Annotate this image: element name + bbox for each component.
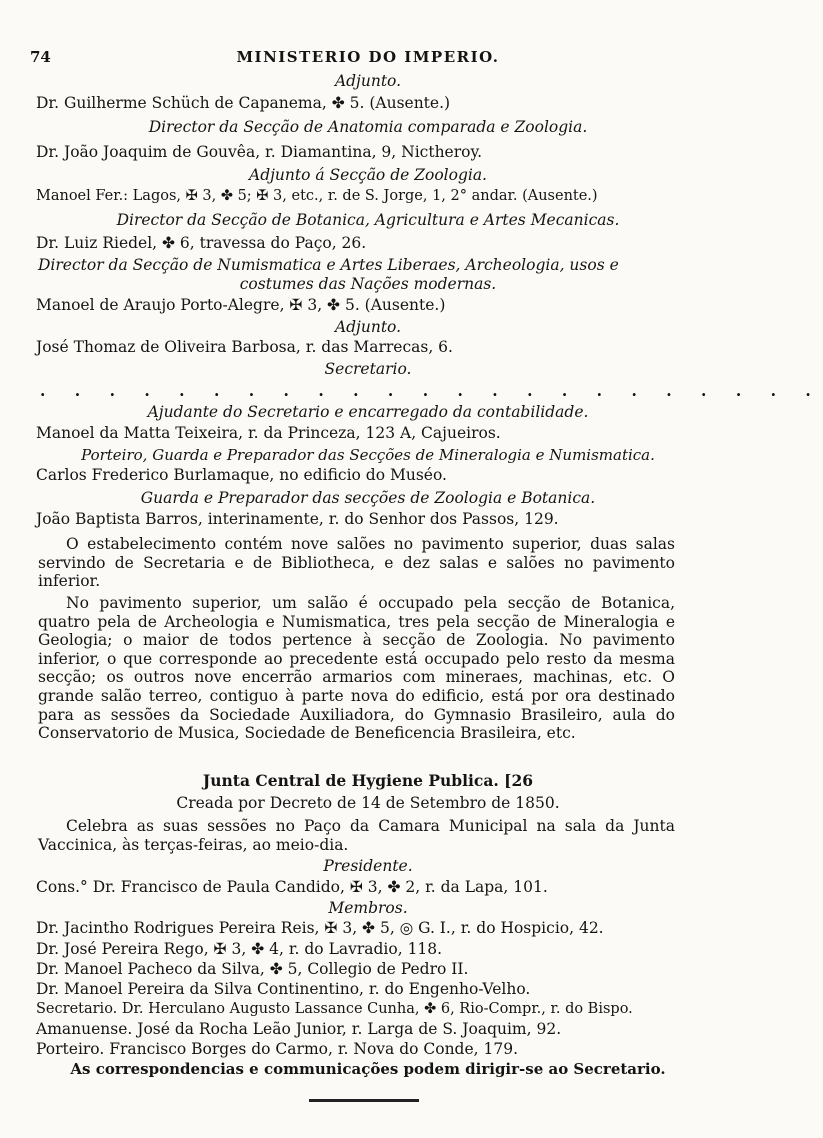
role-heading: Guarda e Preparador das secções de Zoologia e Botanica. [140, 489, 596, 507]
entry-line: Secretario. Dr. Herculano Augusto Lassance Cunha, ✤ 6, Rio-Compr., r. do Bispo. [36, 1001, 633, 1017]
entry-line: João Baptista Barros, interinamente, r. do Senhor dos Passos, 129. [36, 510, 559, 528]
running-head: MINISTERIO DO IMPERIO. [236, 48, 500, 66]
section-heading: Director da Secção de Numismatica e Artes Liberaes, Archeologia, usos e [38, 256, 619, 274]
role-heading: Adjunto á Secção de Zoologia. [249, 166, 487, 184]
entry-line: Dr. Jacintho Rodrigues Pereira Reis, ✠ 3, ✤ 5, ◎ G. I., r. do Hospicio, 42. [36, 919, 604, 937]
entry-line: Dr. Manoel Pacheco da Silva, ✤ 5, Collegio de Pedro II. [36, 960, 469, 978]
subtitle: Creada por Decreto de 14 de Setembro de 1850. [176, 794, 560, 812]
page-number: 74 [30, 48, 51, 66]
entry-line: Porteiro. Francisco Borges do Carmo, r. Nova do Conde, 179. [36, 1040, 519, 1058]
role-heading: Presidente. [323, 857, 413, 875]
entry-line: Manoel da Matta Teixeira, r. da Princeza, 123 A, Cajueiros. [36, 424, 501, 442]
closing-note: As correspondencias e communicações podem dirigir-se ao Secretario. [70, 1060, 666, 1078]
end-rule [309, 1099, 419, 1102]
entry-line: Dr. José Pereira Rego, ✠ 3, ✤ 4, r. do Lavradio, 118. [36, 940, 443, 958]
entry-line: Manoel Fer.: Lagos, ✠ 3, ✤ 5; ✠ 3, etc., r. de S. Jorge, 1, 2° andar. (Ausente.) [36, 188, 598, 204]
section-heading: Director da Secção de Anatomia comparada e Zoologia. [148, 118, 588, 136]
role-heading: Membros. [328, 899, 408, 917]
section-heading: Director da Secção de Botanica, Agricultura e Artes Mecanicas. [116, 211, 620, 229]
dotted-line: . . . . . . . . . . . . . . . . . . . . . . . [40, 381, 823, 400]
entry-line: José Thomaz de Oliveira Barbosa, r. das Marrecas, 6. [36, 338, 453, 356]
paragraph: O estabelecimento contém nove salões no pavimento superior, duas salas servindo de Secretaria e de Bibliotheca, e dez salas e salões no pavimento inferior. [38, 535, 675, 591]
entry-line: Carlos Frederico Burlamaque, no edificio do Muséo. [36, 466, 447, 484]
role-heading: Secretario. [324, 360, 412, 378]
entry-line: Manoel de Araujo Porto-Alegre, ✠ 3, ✤ 5. (Ausente.) [36, 296, 446, 314]
role-heading: Adjunto. [334, 318, 402, 336]
entry-line: Amanuense. José da Rocha Leão Junior, r. Larga de S. Joaquim, 92. [36, 1020, 562, 1038]
paragraph: No pavimento superior, um salão é occupado pela secção de Botanica, quatro pela de Archeologia e Numismatica, tres pela secção de Mineralogia e Geologia; o maior de todos pertence à secção de Zoologia. No pavimento inferior, o que corresponde ao precedente está occupado pelo resto da mesma secção; os outros nove encerrão armarios com mineraes, machinas, etc. O grande salão terreo, contiguo à parte nova do edificio, está por ora destinado para as sessões da Sociedade Auxiliadora, do Gymnasio Brasileiro, aula do Conservatorio de Musica, Sociedade de Beneficencia Brasileira, etc. [38, 594, 675, 743]
role-heading: Ajudante do Secretario e encarregado da contabilidade. [147, 403, 589, 421]
paragraph: Celebra as suas sessões no Paço da Camara Municipal na sala da Junta Vaccinica, às terças-feiras, ao meio-dia. [38, 817, 675, 854]
entry-line: Cons.° Dr. Francisco de Paula Candido, ✠ 3, ✤ 2, r. da Lapa, 101. [36, 878, 548, 896]
section-heading-cont: costumes das Nações modernas. [239, 275, 497, 293]
entry-line: Dr. Guilherme Schüch de Capanema, ✤ 5. (Ausente.) [36, 94, 451, 112]
section-title: Junta Central de Hygiene Publica. [26 [202, 771, 534, 790]
entry-line: Dr. Luiz Riedel, ✤ 6, travessa do Paço, 26. [36, 234, 367, 252]
role-heading: Adjunto. [334, 72, 402, 90]
entry-line: Dr. Manoel Pereira da Silva Continentino, r. do Engenho-Velho. [36, 980, 531, 998]
entry-line: Dr. João Joaquim de Gouvêa, r. Diamantina, 9, Nictheroy. [36, 143, 483, 161]
role-heading: Porteiro, Guarda e Preparador das Secções de Mineralogia e Numismatica. [81, 446, 655, 464]
